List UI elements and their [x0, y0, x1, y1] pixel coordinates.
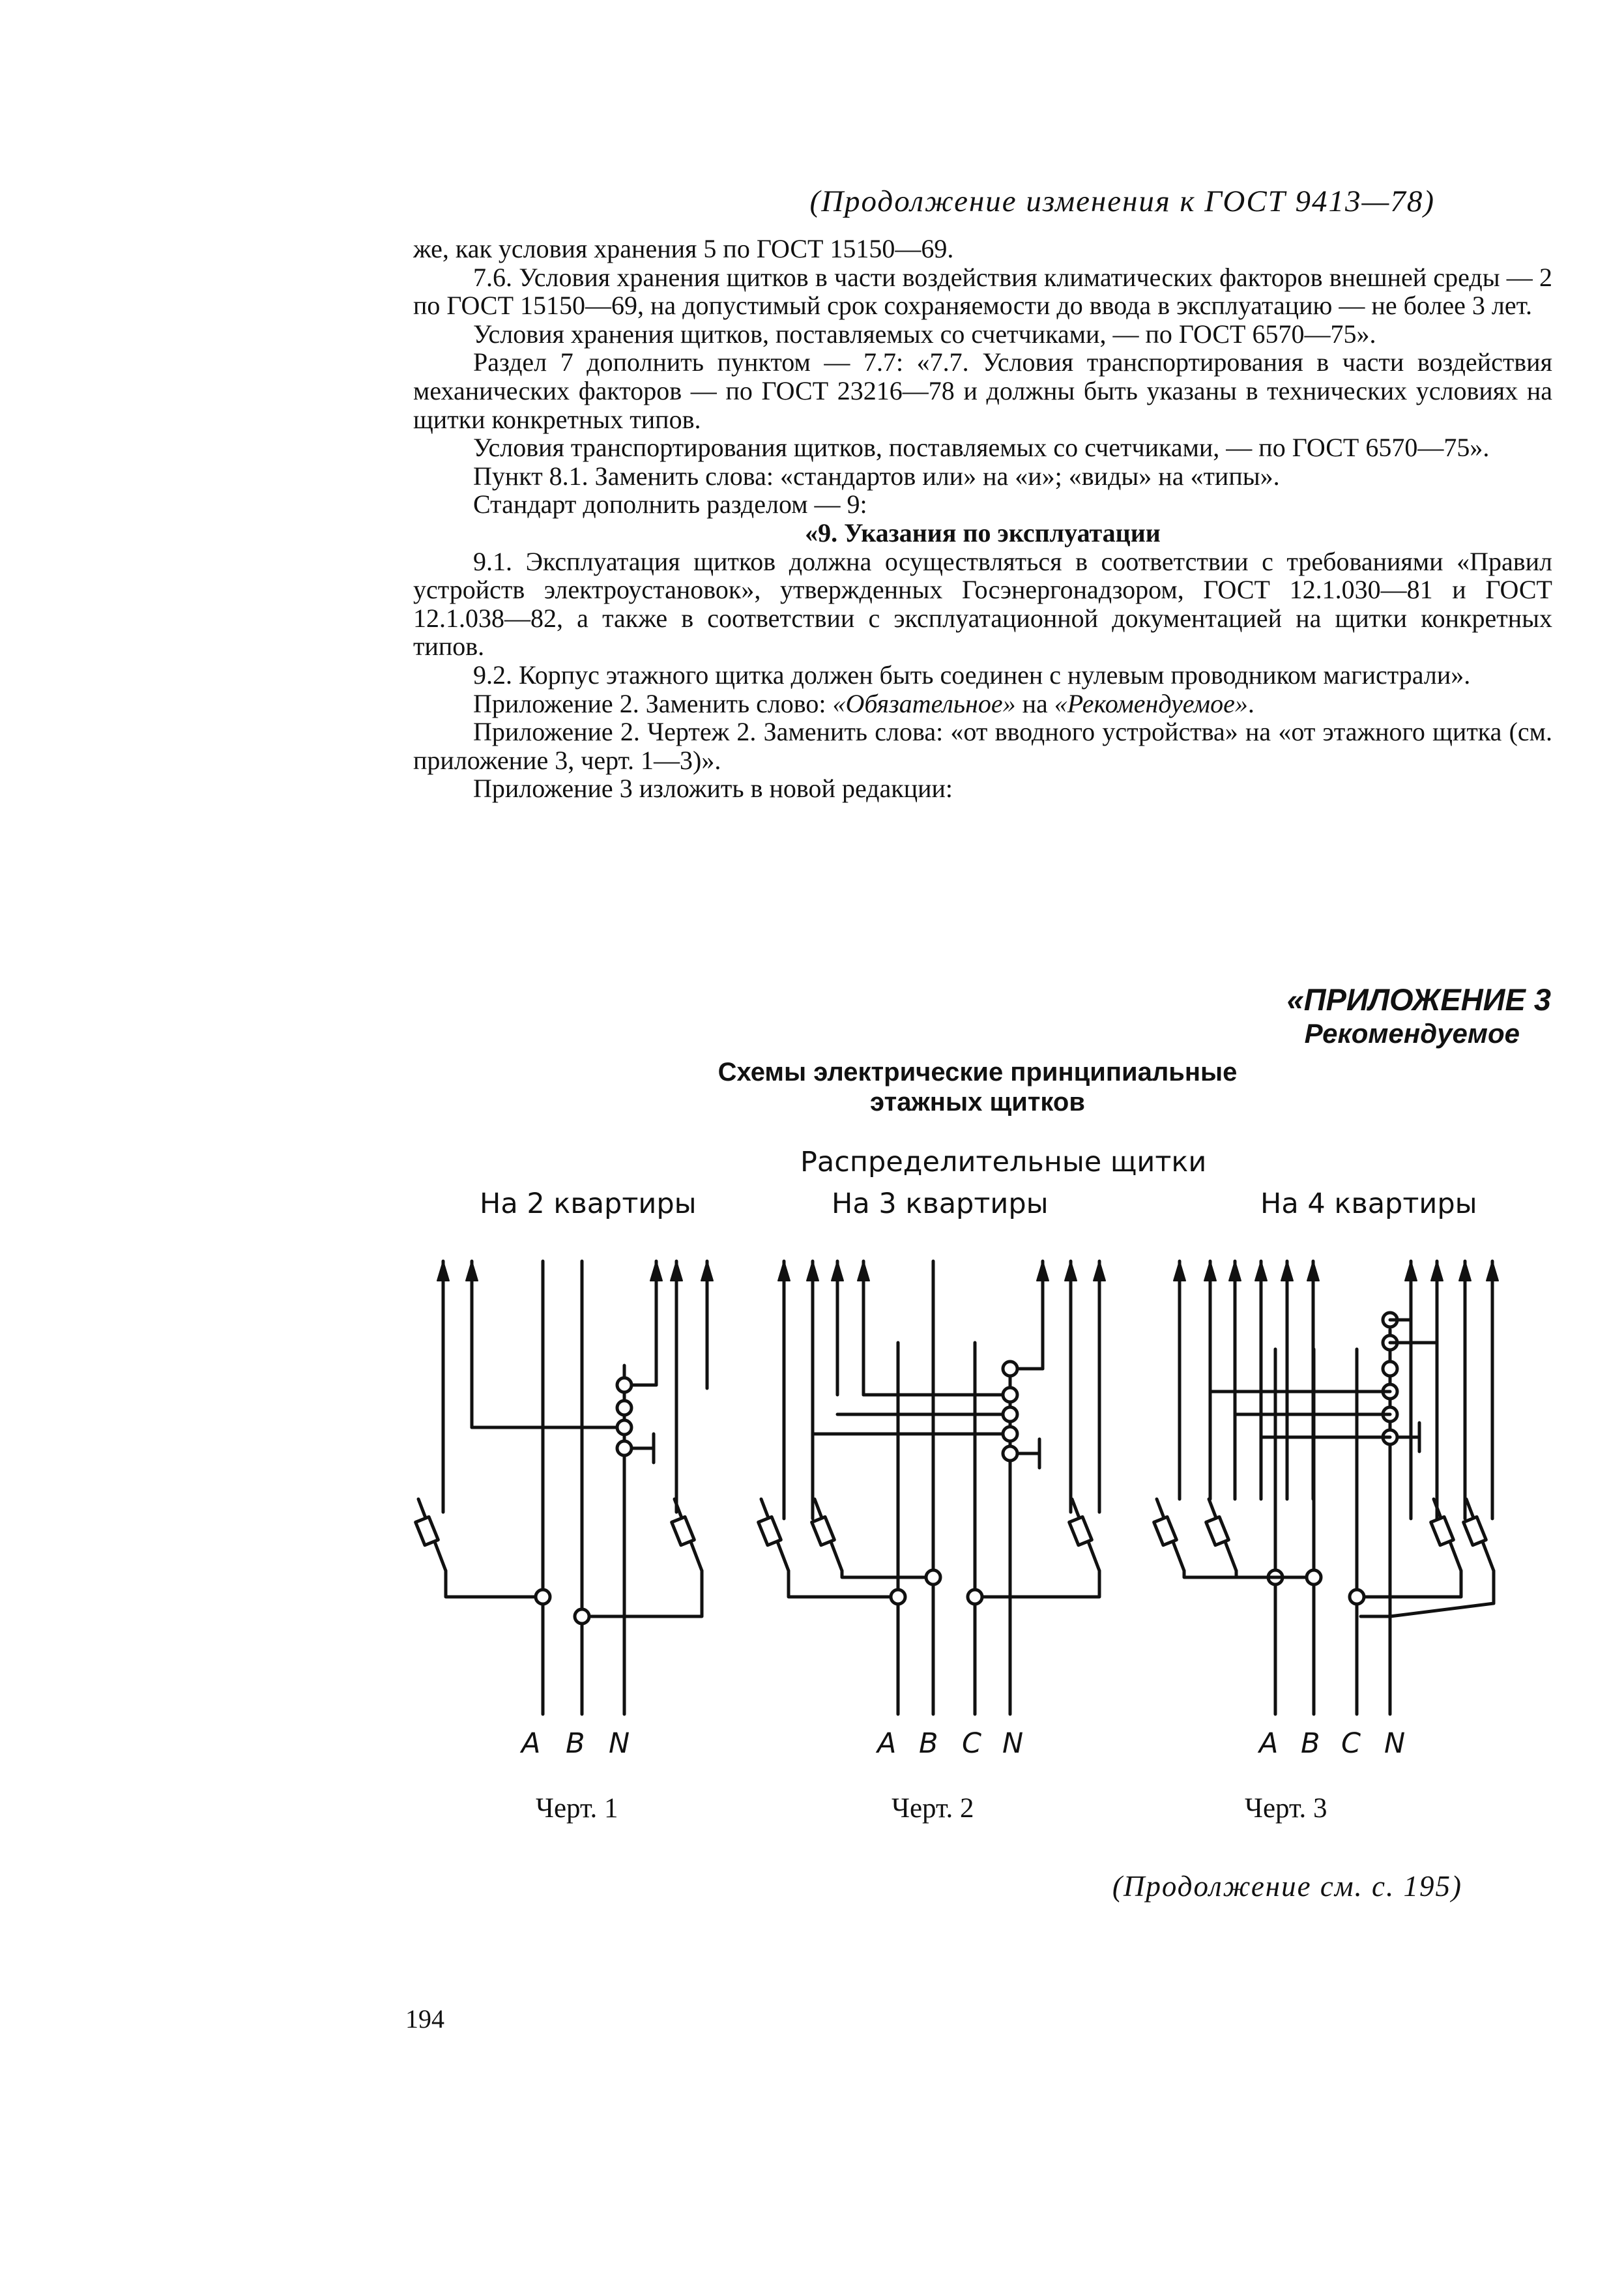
diagram-1-schematic — [416, 1261, 713, 1714]
text-fragment: на — [1015, 688, 1054, 718]
paragraph: Условия транспортирования щитков, поставляемых со счетчиками, — по ГОСТ 6570—75». — [473, 433, 1490, 463]
diagram-2-phase-label: B — [919, 1727, 938, 1760]
arrow-head-icon — [1065, 1261, 1077, 1281]
diagram-1-phase-label: A — [521, 1727, 541, 1760]
paragraph: Условия хранения щитков, поставляемых со счетчиками, — по ГОСТ 6570—75». — [473, 319, 1376, 349]
circuit-breaker-icon — [812, 1499, 842, 1571]
circuit-breaker-icon — [1464, 1499, 1494, 1571]
circuit-breaker-icon — [1206, 1499, 1236, 1571]
junction-node — [1003, 1362, 1017, 1376]
schemes-title-line1: Схемы электрические принципиальные — [718, 1058, 1238, 1087]
arrow-head-icon — [1229, 1261, 1241, 1281]
paragraph: Приложение 3 изложить в новой редакции: — [473, 774, 953, 804]
junction-node — [1307, 1570, 1321, 1584]
arrow-head-icon — [437, 1261, 449, 1281]
arrow-head-icon — [807, 1261, 819, 1281]
diagram-2-label: На 3 квартиры — [832, 1188, 1049, 1220]
paragraph: 9.2. Корпус этажного щитка должен быть соединен с нулевым проводником магистрали». — [473, 660, 1471, 690]
diagram-3-caption: Черт. 3 — [1245, 1793, 1327, 1824]
continuation-footer: (Продолжение см. с. 195) — [1112, 1870, 1462, 1903]
arrow-head-icon — [1094, 1261, 1105, 1281]
paragraph: же, как условия хранения 5 по ГОСТ 15150—69. — [413, 234, 954, 263]
appendix-heading: «ПРИЛОЖЕНИЕ 3 — [1286, 982, 1551, 1017]
arrow-head-icon — [778, 1261, 790, 1281]
junction-node — [575, 1609, 589, 1624]
section-heading: «9. Указания по эксплуатации — [805, 518, 1161, 547]
diagram-1-label: На 2 квартиры — [480, 1188, 697, 1220]
text-fragment: . — [1247, 688, 1254, 718]
arrow-head-icon — [1037, 1261, 1049, 1281]
arrow-head-icon — [858, 1261, 869, 1281]
diagram-2-caption: Черт. 2 — [892, 1793, 974, 1824]
junction-node — [617, 1401, 631, 1415]
diagram-3-phase-label: N — [1384, 1727, 1406, 1760]
breaker-rect — [1464, 1517, 1486, 1545]
arrow-head-icon — [1174, 1261, 1185, 1281]
paragraph: Раздел 7 дополнить пунктом — 7.7: «7.7. Условия транспортирования в части воздействия механических факторов — по ГОСТ 23216—78 и должны быть указаны в технических условиях на щитки конкретных типов. — [413, 347, 1552, 434]
paragraph: Стандарт дополнить разделом — 9: — [473, 489, 867, 519]
diagram-1-phase-label: N — [609, 1727, 630, 1760]
paragraph: 7.6. Условия хранения щитков в части воздействия климатических факторов внешней среды — 2 по ГОСТ 15150—69, на допустимый срок сохраняемости до ввода в эксплуатацию — не более 3 лет. — [413, 262, 1552, 321]
page-number: 194 — [405, 2004, 444, 2034]
wire — [582, 1571, 702, 1616]
schemes-title-line2: этажных щитков — [870, 1088, 1085, 1116]
junction-node — [891, 1590, 905, 1604]
junction-node — [536, 1590, 550, 1604]
diagram-2-phase-label: N — [1002, 1727, 1024, 1760]
junction-node — [1003, 1388, 1017, 1402]
circuit-breaker-icon — [1154, 1499, 1184, 1571]
breaker-rect — [1206, 1517, 1229, 1545]
arrow-head-icon — [1459, 1261, 1471, 1281]
arrow-head-icon — [671, 1261, 682, 1281]
diagram-2-phase-label: A — [877, 1727, 897, 1760]
arrow-head-icon — [832, 1261, 843, 1281]
appendix-status: Рекомендуемое — [1304, 1018, 1520, 1049]
circuit-breaker-icon — [416, 1499, 446, 1571]
italic-new-word: «Рекомендуемое» — [1054, 688, 1248, 718]
arrow-head-icon — [1204, 1261, 1216, 1281]
breaker-rect — [416, 1517, 439, 1545]
schemes-subtitle: Распределительные щитки — [800, 1146, 1207, 1178]
wire — [975, 1571, 1099, 1597]
paragraph: 9.1. Эксплуатация щитков должна осуществляться в соответствии с требованиями «Правил устройств электроустановок», утвержденных Госэнергонадзором, ГОСТ 12.1.030—81 и ГОСТ 12.1.038—82, а также в соответствии с эксплуатационной документацией на щитки конкретных типов. — [413, 546, 1552, 662]
diagram-2-phase-label: C — [962, 1727, 982, 1760]
diagram-3-phase-label: C — [1341, 1727, 1361, 1760]
breaker-rect — [672, 1517, 695, 1545]
wire — [1361, 1571, 1494, 1616]
arrow-head-icon — [1281, 1261, 1293, 1281]
continuation-header: (Продолжение изменения к ГОСТ 9413—78) — [809, 184, 1435, 218]
junction-node — [926, 1570, 940, 1584]
breaker-rect — [759, 1517, 781, 1545]
junction-node — [617, 1378, 631, 1392]
diagram-3-label: На 4 квартиры — [1260, 1188, 1477, 1220]
diagram-3-phase-label: A — [1259, 1727, 1279, 1760]
breaker-rect — [812, 1517, 835, 1545]
junction-node — [1383, 1362, 1397, 1376]
breaker-rect — [1069, 1517, 1092, 1545]
arrow-head-icon — [1431, 1261, 1443, 1281]
paragraph: Приложение 2. Чертеж 2. Заменить слова: «от вводного устройства» на «от этажного щитка (см. приложение 3, черт. 1—3)». — [413, 717, 1552, 775]
junction-node — [1350, 1590, 1364, 1604]
wire — [446, 1571, 543, 1597]
arrow-head-icon — [1486, 1261, 1498, 1281]
arrow-head-icon — [1405, 1261, 1417, 1281]
wire — [842, 1571, 933, 1577]
diagram-3-schematic — [1154, 1261, 1498, 1714]
circuit-breaker-icon — [1069, 1499, 1099, 1571]
arrow-head-icon — [466, 1261, 478, 1281]
diagram-1-phase-label: B — [566, 1727, 585, 1760]
paragraph: Пункт 8.1. Заменить слова: «стандартов или» на «и»; «виды» на «типы». — [473, 461, 1280, 491]
junction-node — [1003, 1427, 1017, 1441]
diagram-2-schematic — [759, 1261, 1105, 1714]
arrow-head-icon — [701, 1261, 713, 1281]
junction-node — [1003, 1446, 1017, 1461]
breaker-rect — [1154, 1517, 1177, 1545]
junction-node — [1003, 1407, 1017, 1422]
diagram-1-caption: Черт. 1 — [536, 1793, 618, 1824]
arrow-head-icon — [1307, 1261, 1319, 1281]
junction-node — [617, 1420, 631, 1435]
italic-old-word: «Обязательное» — [832, 688, 1016, 718]
text-fragment: Приложение 2. Заменить слово: — [473, 688, 833, 718]
wire — [1357, 1571, 1461, 1597]
arrow-head-icon — [1255, 1261, 1267, 1281]
junction-node — [617, 1441, 631, 1455]
breaker-rect — [1431, 1517, 1454, 1545]
arrow-head-icon — [650, 1261, 662, 1281]
junction-node — [968, 1590, 982, 1604]
diagram-3-phase-label: B — [1301, 1727, 1320, 1760]
